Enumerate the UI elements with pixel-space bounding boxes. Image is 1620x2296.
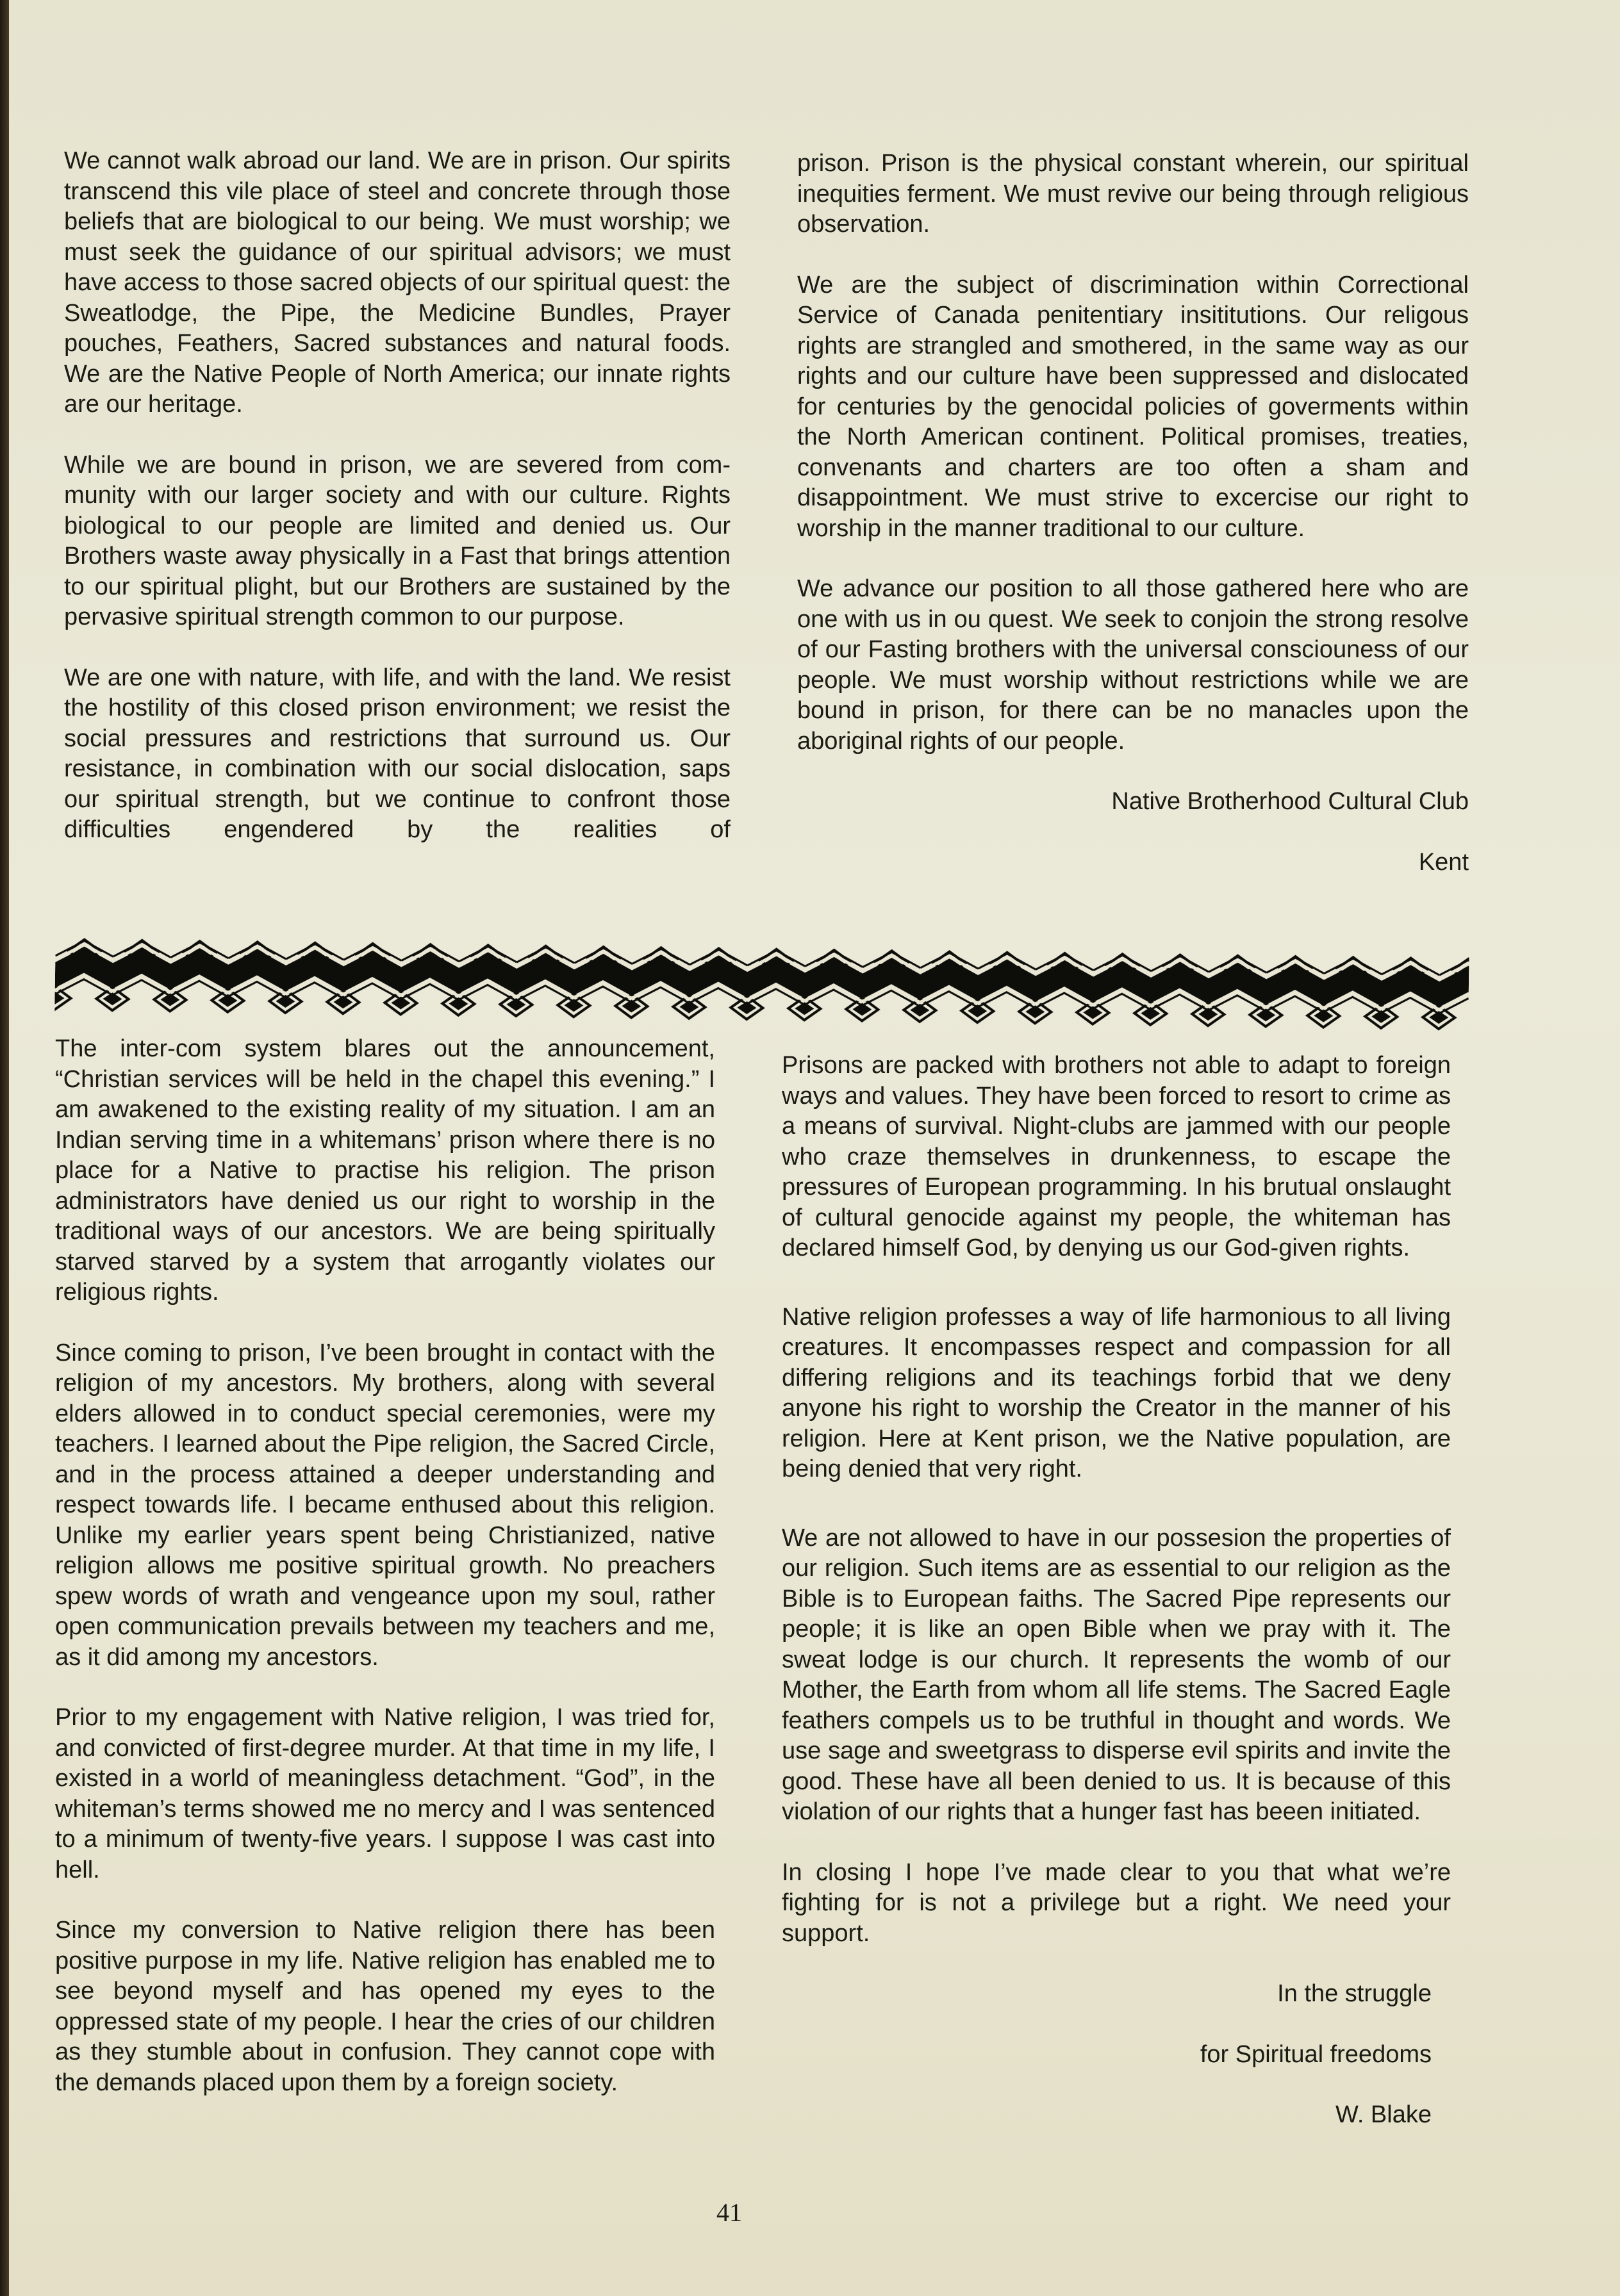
zigzag-border-ornament-icon xyxy=(54,937,1469,1032)
magazine-page xyxy=(9,0,1620,2296)
article1-paragraph: We advance our position to all those gathered here who are one with us in ou quest. We seek to conjoin the strong resolve of our Fasting brothers with the universal consciouness of our people. We must worship without restrictions while we are bound in prison, for there can be no manacles upon the aboriginal rights of our people. xyxy=(797,575,1469,755)
article2-paragraph: Prisons are packed with brothers not able to adapt to foreign ways and values. They have been forced to resort to crime as a means of survival. Night-clubs are jammed with our people who craze themselves in drunkenness, to escape the pressures of European programming. In his brutual onslaught of cultural genocide against my people, the whiteman has declared himself God, by denying us our God-given rights. xyxy=(782,1052,1451,1261)
article2-paragraph: Native religion professes a way of life harmonious to all living creatures. It encompasses respect and compassion for all differing religions and its teachings forbid that we deny anyone his right to worship the Creator in the manner of his religion. Here at Kent prison, we the Native population, are being denied that very right. xyxy=(782,1303,1451,1482)
signature-line: for Spiritual freedoms xyxy=(1200,2040,1432,2068)
article1-paragraph: We are the subject of discrimination within Correctional Service of Canada penitentiary insititutions. Our religous rights are strangled and smothered, in the same way as our rights and our culture have been suppressed and dislocated for centuries by the genocidal policies of goverments within the North American continent. Political promises, treaties, convenants and charters are too often a sham and disappointment. We must strive to excercise our right to worship in the manner traditional to our culture. xyxy=(797,271,1469,542)
article2-paragraph: Since my conversion to Native religion there has been positive purpose in my life. Native religion has enabled me to see beyond myself and has opened my eyes to the oppressed state of my people. I hear the cries of our children as they stumble about in confusion. They cannot cope with the demands placed upon them by a foreign society. xyxy=(55,1917,715,2096)
article1-paragraph: While we are bound in prison, we are severed from community with our larger society and with our culture. Rights biological to our people are limited and denied us. Our Brothers waste away physically in a Fast that brings attention to our spiritual plight, but our Brothers are sustained by the pervasive spiritual strength common to our purpose. xyxy=(64,451,731,630)
article2-signature xyxy=(782,1979,1432,2131)
article1-paragraph: We are one with nature, with life, and with the land. We resist the hostility of this closed prison environment; we resist the social pressures and restrictions that surround us. Our resistance, in combination with our social dislocation, saps our spiritual strength, but we continue to confront those difficulties engendered by the realities of xyxy=(64,664,731,843)
signature-location: Kent xyxy=(1418,848,1469,876)
article1-right-column xyxy=(797,149,1469,908)
article2-paragraph: Since coming to prison, I’ve been brought in contact with the religion of my ancestors. My brothers, along with several elders allowed in to conduct special ceremonies, were my teachers. I learned about the Pipe religion, the Sacred Circle, and in the process attained a deeper understanding and respect towards life. I became enthused about this religion. Unlike my earlier years spent being Christianized, native religion allows me positive spiritual growth. No preachers spew words of wrath and vengeance upon my soul, rather open communication prevails between my teachers and me, as it did among my ancestors. xyxy=(55,1339,715,1671)
signature-author: W. Blake xyxy=(1335,2101,1432,2128)
article1-paragraph: prison. Prison is the physical constant wherein, our spiritual inequities ferment. We must revive our being through religious observation. xyxy=(797,150,1469,238)
article2-paragraph: The inter-com system blares out the announcement, “Christian services will be held in the chapel this evening.” I am awakened to the existing reality of my situation. I am an Indian serving time in a whitemans’ prison where there is no place for a Native to practise his religion. The prison administrators have denied us our right to worship in the traditional ways of our ancestors. We are being spiritually starved starved by a system that arrogantly violates our religious rights. xyxy=(55,1035,715,1306)
page-number: 41 xyxy=(716,2198,742,2227)
article1-paragraph: We cannot walk abroad our land. We are in prison. Our spirits transcend this vile place of steel and concrete through those beliefs that are biological to our being. We must worship; we must seek the guidance of our spiritual advisors; we must have access to those sacred objects of our spiritual quest: the Sweatlodge, the Pipe, the Medicine Bundles, Prayer pouches, Feathers, Sacred substances and natural foods. We are the Native People of North America; our innate rights are our heritage. xyxy=(64,147,731,418)
article2-paragraph: In closing I hope I’ve made clear to you that what we’re fighting for is not a privilege but a right. We need your support. xyxy=(782,1858,1451,1947)
article1-left-column xyxy=(64,146,731,876)
article2-left-column xyxy=(55,1034,715,2128)
book-spine-shadow xyxy=(0,0,9,2296)
signature-organization: Native Brotherhood Cultural Club xyxy=(1111,788,1469,815)
signature-line: In the struggle xyxy=(1277,1980,1432,2007)
article2-paragraph: We are not allowed to have in our possesion the properties of our religion. Such items are as essential to our religion as the Bible is to European faiths. The Sacred Pipe represents our people; it is like an open Bible when we pray with it. The sweat lodge is our church. It represents the womb of our Mother, the Earth from whom all life stems. The Sacred Eagle feathers compels us to be truthful in thought and words. We use sage and sweetgrass to disperse evil spirits and invite the good. These have all been denied to us. It is because of this violation of our rights that a hunger fast has beeen initiated. xyxy=(782,1524,1451,1825)
zigzag-band xyxy=(54,937,1469,1032)
article2-paragraph: Prior to my engagement with Native religion, I was tried for, and convicted of first-degree murder. At that time in my life, I existed in a world of meaningless detachment. “God”, in the whiteman’s terms showed me no mercy and I was sentenced to a minimum of twenty-five years. I suppose I was cast into hell. xyxy=(55,1704,715,1883)
article2-right-column xyxy=(782,1051,1451,2161)
article1-signature xyxy=(797,787,1469,878)
